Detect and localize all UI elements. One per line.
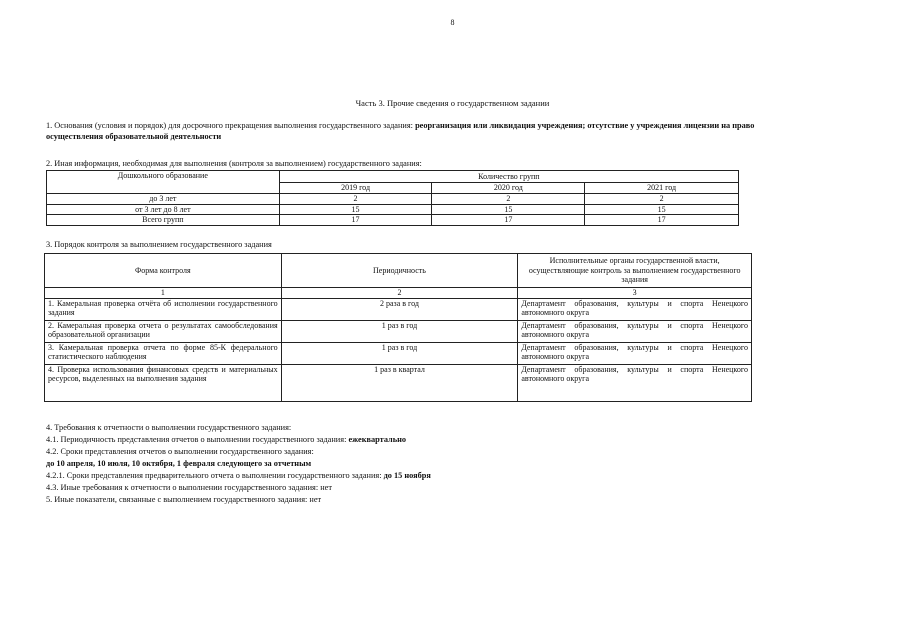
- page-number: 8: [450, 18, 455, 27]
- cell-value: 15: [432, 204, 585, 215]
- section-4-2-deadlines: до 10 апреля, 10 июля, 10 октября, 1 февраля следующего за отчетным: [46, 459, 312, 468]
- section-4-1: [46, 434, 756, 445]
- table-row: [45, 320, 752, 342]
- cell-value: 15: [279, 204, 432, 215]
- column-number: 3: [518, 288, 752, 299]
- year-header: 2021 год: [585, 182, 739, 194]
- control-org: Департамент образования, культуры и спорта Ненецкого автономного округа: [518, 364, 752, 401]
- control-form: 1. Камеральная проверка отчёта об исполнении государственного задания: [45, 298, 282, 320]
- column-number: 1: [45, 288, 282, 299]
- cell-value: 15: [585, 204, 739, 215]
- groups-table-header-row: [47, 171, 739, 183]
- row-label: до 3 лет: [47, 194, 280, 205]
- section-4-title: 4. Требования к отчетности о выполнении государственного задания:: [46, 423, 292, 432]
- section-2-title: 2. Иная информация, необходимая для выполнения (контроля за выполнением) государственного задания:: [46, 159, 422, 168]
- section-4-3: 4.3. Иные требования к отчетности о выполнении государственного задания: нет: [46, 483, 332, 492]
- period-header: Периодичность: [281, 254, 518, 288]
- control-org: Департамент образования, культуры и спорта Ненецкого автономного округа: [518, 342, 752, 364]
- section-1-paragraph: [46, 120, 756, 142]
- cell-value: 17: [279, 215, 432, 226]
- section-4-2-1-text: 4.2.1. Сроки представления предварительного отчета о выполнении государственного задания:: [46, 471, 384, 480]
- part-title: Часть 3. Прочие сведения о государственном задании: [355, 98, 550, 108]
- groups-table: [46, 170, 739, 226]
- control-period: 1 раз в квартал: [281, 364, 518, 401]
- table-row: [45, 342, 752, 364]
- table-row: [45, 364, 752, 401]
- section-3-title: 3. Порядок контроля за выполнением государственного задания: [46, 240, 272, 249]
- section-5: 5. Иные показатели, связанные с выполнением государственного задания: нет: [46, 495, 322, 504]
- row-label: Всего групп: [47, 215, 280, 226]
- control-period: 1 раз в год: [281, 320, 518, 342]
- year-header: 2019 год: [279, 182, 432, 194]
- cell-value: 17: [585, 215, 739, 226]
- control-period: 1 раз в год: [281, 342, 518, 364]
- section-4-2-1-bold: до 15 ноября: [383, 471, 431, 480]
- control-form: 4. Проверка использования финансовых средств и материальных ресурсов, выделенных на выполнения задания: [45, 364, 282, 401]
- section-1-bold: реорганизация или ликвидация учреждения; отсутствие у учреждения лицензии на право осуществления образовательной деятельности: [46, 121, 755, 141]
- cell-value: 2: [279, 194, 432, 205]
- control-period: 2 раза в год: [281, 298, 518, 320]
- control-org: Департамент образования, культуры и спорта Ненецкого автономного округа: [518, 320, 752, 342]
- table-row: [47, 215, 739, 226]
- org-header: Исполнительные органы государственной власти, осуществляющие контроль за выполнением государственного задания: [518, 254, 752, 288]
- section-4-1-text: 4.1. Периодичность представления отчетов о выполнении государственного задания:: [46, 435, 349, 444]
- control-table: [44, 253, 752, 402]
- control-table-header-row: [45, 254, 752, 288]
- control-org: Департамент образования, культуры и спорта Ненецкого автономного округа: [518, 298, 752, 320]
- section-4-2-1: [46, 470, 756, 481]
- cell-value: 17: [432, 215, 585, 226]
- form-header: Форма контроля: [45, 254, 282, 288]
- column-number: 2: [281, 288, 518, 299]
- table-row: [45, 298, 752, 320]
- table-row: [47, 204, 739, 215]
- cell-value: 2: [432, 194, 585, 205]
- section-1-text: 1. Основания (условия и порядок) для досрочного прекращения выполнения государственного задания:: [46, 121, 416, 130]
- section-4-2-title: 4.2. Сроки представления отчетов о выполнении государственного задания:: [46, 447, 314, 456]
- year-header: 2020 год: [432, 182, 585, 194]
- table-row: [47, 194, 739, 205]
- control-table-number-row: [45, 288, 752, 299]
- cell-value: 2: [585, 194, 739, 205]
- control-form: 3. Камеральная проверка отчета по форме 85-К федерального статистического наблюдения: [45, 342, 282, 364]
- control-form: 2. Камеральная проверка отчета о результатах самообследования образовательной организации: [45, 320, 282, 342]
- groups-col-header: Дошкольного образование: [47, 171, 280, 194]
- groups-count-header: Количество групп: [279, 171, 738, 183]
- row-label: от 3 лет до 8 лет: [47, 204, 280, 215]
- section-4-1-bold: ежеквартально: [348, 435, 407, 444]
